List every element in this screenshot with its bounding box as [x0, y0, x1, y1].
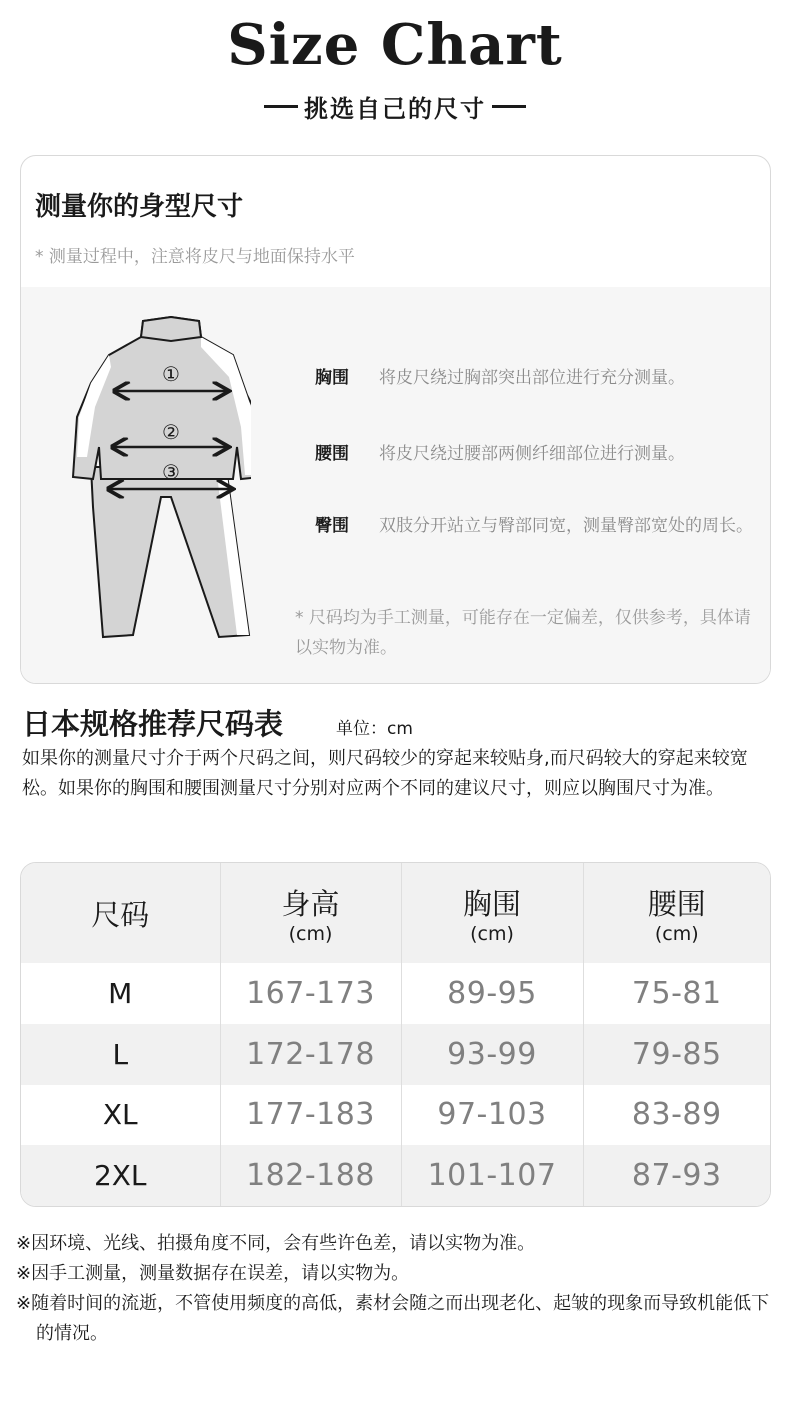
cell-waist: 75-81	[583, 963, 770, 1024]
marker-3: ③	[162, 460, 180, 484]
table-header-chest: 胸围 (cm)	[401, 863, 583, 963]
cell-size: L	[112, 1037, 129, 1071]
table-header-height: 身高 (cm)	[220, 863, 401, 963]
cell-waist: 83-89	[583, 1085, 770, 1146]
footer-note: ※因环境、光线、拍摄角度不同，会有些许色差，请以实物为准。	[16, 1233, 536, 1254]
table-row	[21, 1145, 770, 1206]
measure-item-label: 胸围	[315, 368, 349, 388]
measure-card	[20, 155, 771, 684]
measure-note: * 测量过程中，注意将皮尺与地面保持水平	[35, 247, 355, 267]
cell-size: 2XL	[93, 1159, 147, 1193]
size-table-description: 如果你的测量尺寸介于两个尺码之间，则尺码较少的穿起来较贴身,而尺码较大的穿起来较宽松。如果你的胸围和腰围测量尺寸分别对应两个不同的建议尺寸，则应以胸围尺寸为准。	[22, 748, 748, 799]
cell-height: 172-178	[220, 1024, 401, 1085]
size-table-unit: 单位：cm	[336, 719, 413, 739]
body-figure-illustration	[51, 307, 251, 647]
size-table-title: 日本规格推荐尺码表	[22, 707, 284, 741]
cell-waist: 79-85	[583, 1024, 770, 1085]
marker-1: ①	[162, 362, 180, 386]
cell-chest: 89-95	[401, 963, 583, 1024]
cell-height: 167-173	[220, 963, 401, 1024]
subtitle-dash-right	[492, 105, 526, 108]
table-row	[21, 1024, 770, 1085]
footer-notes	[16, 1229, 786, 1349]
cell-size: M	[108, 976, 133, 1010]
measure-item-desc: 将皮尺绕过胸部突出部位进行充分测量。	[379, 368, 685, 388]
cell-size: XL	[102, 1098, 138, 1132]
marker-2: ②	[162, 420, 180, 444]
measure-item-desc: 将皮尺绕过腰部两侧纤细部位进行测量。	[379, 444, 685, 464]
cell-height: 177-183	[220, 1085, 401, 1146]
cell-chest: 97-103	[401, 1085, 583, 1146]
size-table-card	[20, 862, 771, 1207]
cell-height: 182-188	[220, 1145, 401, 1206]
jacket-shape	[73, 317, 251, 479]
cell-chest: 93-99	[401, 1024, 583, 1085]
table-header-waist: 腰围 (cm)	[583, 863, 770, 963]
table-header-size: 尺码	[91, 897, 150, 932]
size-table	[21, 863, 770, 1206]
table-row	[21, 1085, 770, 1146]
table-row	[21, 963, 770, 1024]
measure-bottom-note: * 尺码均为手工测量，可能存在一定偏差，仅供参考，具体请以实物为准。	[295, 608, 751, 658]
page-subtitle: 挑选自己的尺寸	[304, 94, 486, 123]
measure-item-desc: 双肢分开站立与臀部同宽，测量臀部宽处的周长。	[379, 516, 753, 536]
cell-waist: 87-93	[583, 1145, 770, 1206]
footer-note: ※随着时间的流逝，不管使用频度的高低，素材会随之而出现老化、起皱的现象而导致机能低下的情况。	[16, 1293, 770, 1344]
measure-panel	[21, 287, 771, 684]
measure-item-label: 腰围	[315, 444, 349, 464]
table-header-row	[21, 863, 770, 963]
measure-item-label: 臀围	[315, 516, 349, 536]
subtitle-row	[0, 88, 790, 124]
cell-chest: 101-107	[401, 1145, 583, 1206]
page-title: Size Chart	[227, 12, 563, 78]
footer-note: ※因手工测量，测量数据存在误差，请以实物为。	[16, 1263, 410, 1284]
measure-title: 测量你的身型尺寸	[35, 192, 244, 222]
subtitle-dash-left	[264, 105, 298, 108]
